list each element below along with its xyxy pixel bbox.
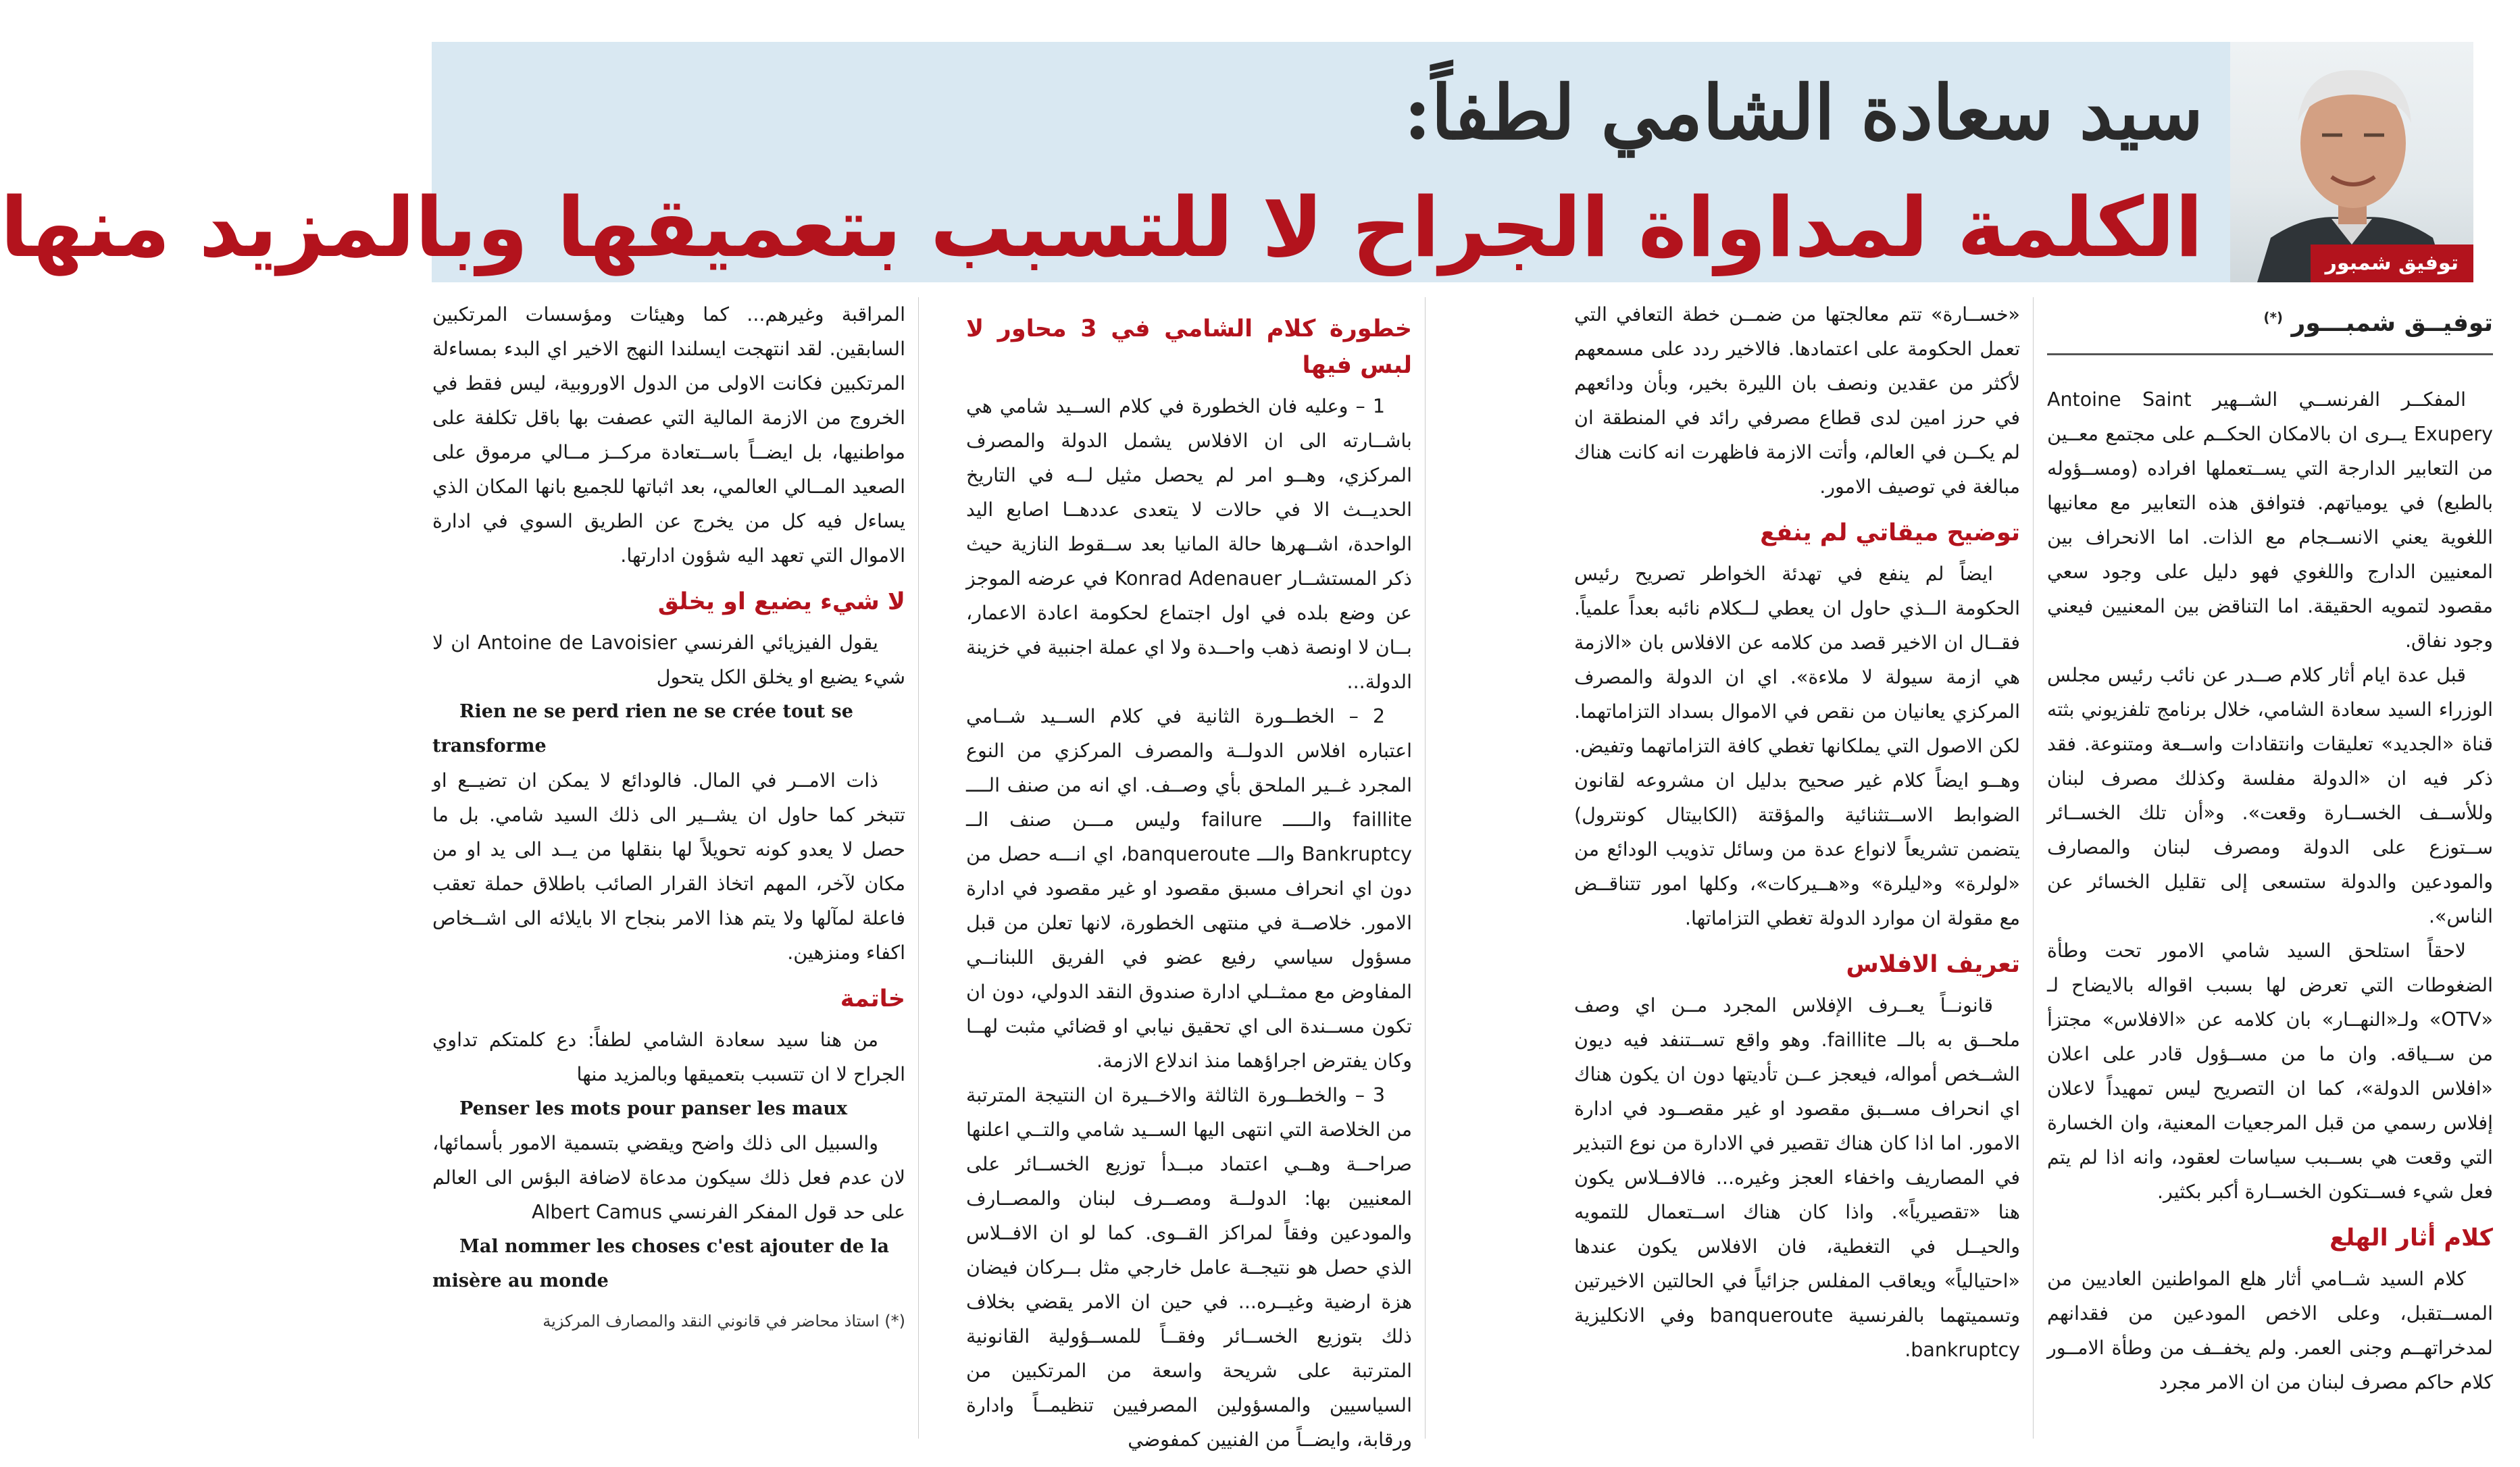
french-quote: Penser les mots pour panser les maux xyxy=(459,1098,848,1119)
paragraph: ذات الامــر في المال. فالودائع لا يمكن ان تضيــع او تتبخر كما حاول ان يشــير الى ذلك السيد شامي. بل ما حصل لا يعدو كونه تحويلاً لها بنقلها من يــد الى يد او من مكان لآخر، المهم اتخاذ القرار الصائب باطلاق حملة تعقب فاعلة لمآلها ولا يتم هذا الامر بنجاح الا بايلائه الى اشــخاص اكفاء ومنزهين. xyxy=(432,769,905,964)
paragraph: من هنا سيد سعادة الشامي لطفاً: دع كلمتكم تداوي الجراح لا ان تتسبب بتعميقها وبالمزيد منها xyxy=(432,1029,905,1085)
paragraph: «خســارة» تتم معالجتها من ضمــن خطة التعافي التي تعمل الحكومة على اعتمادها. فالاخير ردد على مسمعهم لأكثر من عقدين ونصف بان الليرة بخير، وبأن ودائعهم في حرز امين لدى قطاع مصرفي رائد في المنطقة ان لم يكــن في العالم، وأتت الازمة فاظهرت انه كانت هناك مبالغة في توصيف الامور. xyxy=(1574,303,2020,498)
paragraph: قانونــاً يعــرف الإفلاس المجرد مــن اي وصف ملحــق به بالــ faillite. وهو واقع تســتنفد فيه ديون الشــخص أمواله، فيعجز عــن تأديتها دون ان يكون هناك اي انحراف مســبق مقصود او غير مقصــود في ادارة الامور. اما اذا كان هناك تقصير في الادارة من نوع التبذير في المصاريف واخفاء العجز وغيره... فالافــلاس يكون هنا «تقصيرياً». واذا كان هناك اســتعمال للتمويه والحيــل في التغطية، فان الافلاس يكون عندها «احتيالياً» ويعاقب المفلس جزائياً في الحالتين الاخيرتين وتسميتهما بالفرنسية banqueroute وفي الانكليزية bankruptcy. xyxy=(1574,994,2021,1361)
column-divider xyxy=(2033,297,2034,1439)
paragraph: 1 – وعليه فان الخطورة في كلام الســيد شامي هي باشــارته الى ان الافلاس يشمل الدولة والمصرف المركزي، وهــو امر لم يحصل مثيل لــه في التاريخ الحديــث الا في حالات لا يتعدى عددهــا اصابع اليد الواحدة، اشــهرها حالة المانيا بعد ســقوط النازية حيث ذكر المستشــار Konrad Adenauer في عرضه الموجز عن وضع بلده في اول اجتماع لحكومة اعادة الاعمار، بــان لا اونصة ذهب واحــدة ولا اي عملة اجنبية في خزينة الدولة... xyxy=(966,395,1412,693)
section-heading: خاتمة xyxy=(840,985,905,1012)
photo-caption: توفيق شمبور xyxy=(2311,244,2473,282)
section-heading: خطورة كلام الشامي في 3 محاور لا لبس فيها xyxy=(966,315,1412,379)
paragraph: والسبيل الى ذلك واضح ويقضي بتسمية الامور بأسمائها، لان عدم فعل ذلك سيكون مدعاة لاضافة البؤس الى العالم على حد قول المفكر الفرنسي Albert Camus xyxy=(432,1132,905,1223)
paragraph: المفكــر الفرنســي الشــهير Antoine Saint Exupery يــرى ان بالامكان الحكــم على مجتمع معــين من التعابير الدارجة التي يســتعملها افراده (ومســؤوله بالطبع) في يومياتهم. فتوافق هذه التعابير مع معانيها اللغوية يعني الانســجام مع الذات. اما الانحراف بين المعنيين الدارج واللغوي فهو دليل على وجود سعي مقصود لتمويه الحقيقة. اما التناقض بين المعنيين فيعني وجود نفاق. xyxy=(2047,388,2493,652)
author-byline xyxy=(2047,297,2493,355)
column-4 xyxy=(432,297,905,1445)
article-header xyxy=(0,42,2473,282)
paragraph: ايضاً لم ينفع في تهدئة الخواطر تصريح رئيس الحكومة الــذي حاول ان يعطي لــكلام نائبه بعداً علمياً. فقــال ان الاخير قصد من كلامه عن الافلاس بان «الازمة هي ازمة سيولة لا ملاءة». اي ان الدولة والمصرف المركزي يعانيان من نقص في الاموال بسداد التزاماتهما. لكن الاصول التي يملكانها تغطي كافة التزاماتهما وتفيض. وهــو ايضاً كلام غير صحيح بدليل ان مشروعه لقانون الضوابط الاســتثنائية والمؤقتة (الكابيتال كونترول) يتضمن تشريعاً لانواع عدة من وسائل تذويب الودائع من «لولرة» و«ليلرة» و«هــيركات»، وكلها امور تتناقــض مع مقولة ان موارد الدولة تغطي التزاماتها. xyxy=(1574,563,2020,929)
paragraph: كلام السيد شــامي أثار هلع المواطنين العاديين من المســتقبل، وعلى الاخص المودعين من فقدانهم لمدخراتهــم وجنى العمر. ولم يخفــف من وطأة الامــور كلام حاكم مصرف لبنان من ان الامر مجرد xyxy=(2047,1268,2493,1393)
column-divider xyxy=(918,297,919,1439)
french-quote: Mal nommer les choses c'est ajouter de la misère au monde xyxy=(432,1236,890,1291)
section-heading: كلام أثار الهلع xyxy=(2329,1225,2493,1252)
paragraph: يقول الفيزيائي الفرنسي Antoine de Lavoisier ان لا شيء يضيع او يخلق الكل يتحول xyxy=(432,632,905,688)
french-quote: Rien ne se perd rien ne se crée tout se transforme xyxy=(432,701,853,756)
article-title: سيد سعادة الشامي لطفاً: xyxy=(1403,69,2203,156)
paragraph: المراقبة وغيرهم... كما وهيئات ومؤسسات المرتكبين السابقين. لقد انتهجت ايسلندا النهج الاخير اي البدء بمساءلة المرتكبين فكانت الاولى من الدول الاوروبية، ليس فقط في الخروج من الازمة المالية التي عصفت بها باقل تكلفة على مواطنيها، بل ايضــاً باســتعادة مركــز مــالي مرموق على الصعيد المــالي العالمي، بعد اثباتها للجميع بانها المكان الذي يساءل فيه كل من يخرج عن الطريق السوي في ادارة الاموال التي تعهد اليه شؤون ادارتها. xyxy=(432,303,905,567)
section-heading: توضيح ميقاتي لم ينفع xyxy=(1760,519,2020,546)
author-photo xyxy=(2230,42,2473,282)
column-2 xyxy=(1574,297,2020,1445)
column-3 xyxy=(966,297,1413,1451)
paragraph: قبل عدة ايام أثار كلام صــدر عن نائب رئيس مجلس الوزراء السيد سعادة الشامي، خلال برنامج تلفزيوني بثته قناة «الجديد» تعليقات وانتقادات واســعة ومتنوعة. فقد ذكر فيه ان «الدولة مفلسة وكذلك مصرف لبنان وللأســف الخســارة وقعت». و«أن تلك الخســائر ســتوزع على الدولة ومصرف لبنان والمصارف والمودعين والدولة ستسعى إلى تقليل الخسائر عن الناس». xyxy=(2047,664,2493,927)
section-heading: لا شيء يضيع او يخلق xyxy=(657,588,905,615)
paragraph: 2 – الخطــورة الثانية في كلام الســيد شــامي اعتباره افلاس الدولــة والمصرف المركزي من النوع المجرد غــير الملحق بأي وصــف. اي انه من صنف الــــ faillite والـــــ failure وليس مـــن صنف الــ Bankruptcy والـــ banqueroute، اي انـــه حصل من دون اي انحراف مسبق مقصود او غير مقصود في ادارة الامور. خلاصــة في منتهى الخطورة، لانها تعلن من قبل مسؤول سياسي رفيع عضو في الفريق اللبنانــي المفاوض مع ممثــلي ادارة صندوق النقد الدولي، دون ان تكون مســندة الى اي تحقيق نيابي او قضائي مثبت لهــا وكان يفترض اجراؤهما منذ اندلاع الازمة. xyxy=(966,705,1413,1072)
article-subtitle: الكلمة لمداواة الجراح لا للتسبب بتعميقها وبالمزيد منها xyxy=(0,180,2203,276)
author-name: توفيــق شمبـــور xyxy=(2291,309,2493,337)
column-divider xyxy=(1425,297,1426,1439)
footnote: (*) استاذ محاضر في قانوني النقد والمصارف المركزية xyxy=(543,1312,905,1331)
author-footnote-mark: (*) xyxy=(2263,309,2284,326)
column-1 xyxy=(2047,297,2493,1445)
section-heading: تعريف الافلاس xyxy=(1846,951,2020,978)
paragraph: 3 – والخطــورة الثالثة والاخــيرة ان النتيجة المترتبة من الخلاصة التي انتهى اليها الســيد شامي والتــي اعلنها صراحــة وهــي اعتماد مبــدأ توزيع الخســائر على المعنيين بها: الدولــة ومصــرف لبنان والمصــارف والمودعين وفقاً لمراكز القــوى. كما لو ان الافــلاس الذي حصل هو نتيجــة عامل خارجي مثل بــركان فيضان هزة ارضية وغيــره... في حين ان الامر يقضي بخلاف ذلك بتوزيع الخســائر وفقــاً للمســؤولية القانونية المترتبة على شريحة واسعة من المرتكبين من السياسيين والمسؤولين المصرفيين تنظيمــاً وادارة ورقابة، وايضــاً من الفنيين كمفوضي xyxy=(966,1084,1412,1451)
paragraph: لاحقاً استلحق السيد شامي الامور تحت وطأة الضغوطات التي تعرض لها بسبب اقواله بالايضاح لـ «OTV» ولـ«النهــار» بان كلامه عن «الافلاس» مجتزأ من ســياقه. وان ما من مســؤول قادر على اعلان «افلاس الدولة»، كما ان التصريح ليس تمهيداً لاعلان إفلاس رسمي من قبل المرجعيات المعنية، وان الخسارة التي وقعت هي بســبب سياسات لعقود، وانه اذا لم يتم فعل شيء فســتكون الخســارة أكبر بكثير. xyxy=(2047,940,2493,1203)
